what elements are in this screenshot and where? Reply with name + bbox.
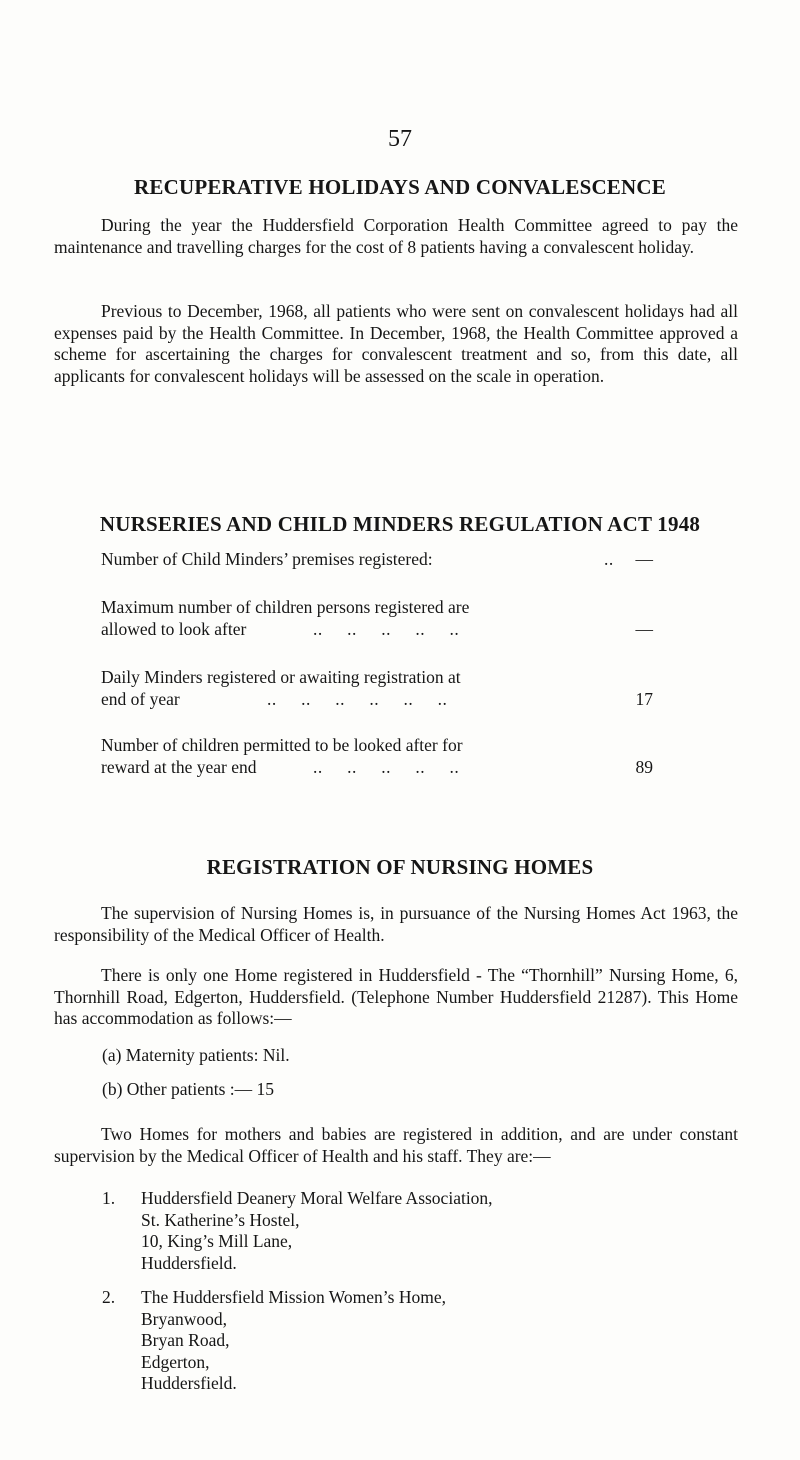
home-address-1 — [102, 1188, 493, 1274]
stat-label-cont: allowed to look after — [101, 618, 247, 639]
stat-label: Daily Minders registered or awaiting registration at — [101, 667, 461, 687]
paragraph-expenses-scheme: Previous to December, 1968, all patients who were sent on convalescent holidays had all expenses paid by the Health Committee. In December, 1968, the Health Committee approved a scheme for ascertaining the charges for convalescent treatment and so, from this date, all applicants for convalescent holidays will be assessed on the scale in operation. — [54, 301, 738, 386]
accommodation-maternity: (a) Maternity patients: Nil. — [102, 1045, 290, 1065]
address-line: Edgerton, — [141, 1351, 210, 1372]
stat-row-maximum-children — [101, 597, 653, 640]
stat-value: — — [635, 618, 653, 639]
stat-row-daily-minders — [101, 667, 653, 710]
address-line: 10, King’s Mill Lane, — [141, 1231, 293, 1251]
address-line: Huddersfield. — [141, 1252, 237, 1273]
paragraph-two-homes: Two Homes for mothers and babies are registered in addition, and are under constant supervision by the Medical Officer of Health and his staff. They are:— — [54, 1124, 738, 1166]
stat-label: Maximum number of children persons registered are — [101, 597, 470, 617]
stat-value: 17 — [635, 688, 653, 709]
accommodation-other: (b) Other patients :— 15 — [102, 1079, 275, 1099]
paragraph-thornhill-home: There is only one Home registered in Huddersfield - The “Thornhill” Nursing Home, 6, Thornhill Road, Edgerton, Huddersfield. (Telephone Number Huddersfield 21287). This Home has accommodation as follows:— — [54, 965, 738, 1028]
stat-label: Number of children permitted to be looked after for — [101, 735, 463, 755]
stat-value: — — [635, 549, 653, 569]
heading-nurseries-child-minders: NURSERIES AND CHILD MINDERS REGULATION ACT 1948 — [99, 512, 701, 536]
address-line: Bryanwood, — [141, 1308, 228, 1329]
address-line: Huddersfield. — [141, 1373, 237, 1393]
address-line: St. Katherine’s Hostel, — [141, 1209, 300, 1230]
page-number: 57 — [388, 126, 412, 152]
address-line: Huddersfield Deanery Moral Welfare Association, — [141, 1188, 493, 1208]
address-line: Bryan Road, — [141, 1330, 230, 1350]
stat-label-cont: reward at the year end — [101, 756, 257, 777]
leader-dots: .. — [604, 549, 614, 569]
home-address-2 — [102, 1287, 446, 1395]
paragraph-supervision: The supervision of Nursing Homes is, in pursuance of the Nursing Homes Act 1963, the responsibility of the Medical Officer of Health. — [54, 903, 738, 945]
stat-row-children-reward — [101, 735, 653, 778]
address-line: The Huddersfield Mission Women’s Home, — [141, 1287, 446, 1307]
paragraph-convalescent-charges: During the year the Huddersfield Corporation Health Committee agreed to pay the maintenance and travelling charges for the cost of 8 patients having a convalescent holiday. — [54, 215, 738, 257]
leader-dots: .. .. .. .. .. .. — [267, 688, 448, 709]
stat-label-cont: end of year — [101, 688, 180, 709]
leader-dots: .. .. .. .. .. — [313, 756, 460, 777]
stat-value: 89 — [635, 756, 653, 777]
heading-registration-nursing-homes: REGISTRATION OF NURSING HOMES — [206, 855, 594, 879]
list-number: 1. — [102, 1188, 116, 1208]
stat-label: Number of Child Minders’ premises registered: — [101, 549, 433, 569]
leader-dots: .. .. .. .. .. — [313, 618, 460, 639]
heading-recuperative-holidays: RECUPERATIVE HOLIDAYS AND CONVALESCENCE — [134, 175, 666, 199]
stat-row-premises-registered — [101, 549, 653, 571]
list-number: 2. — [102, 1287, 116, 1307]
